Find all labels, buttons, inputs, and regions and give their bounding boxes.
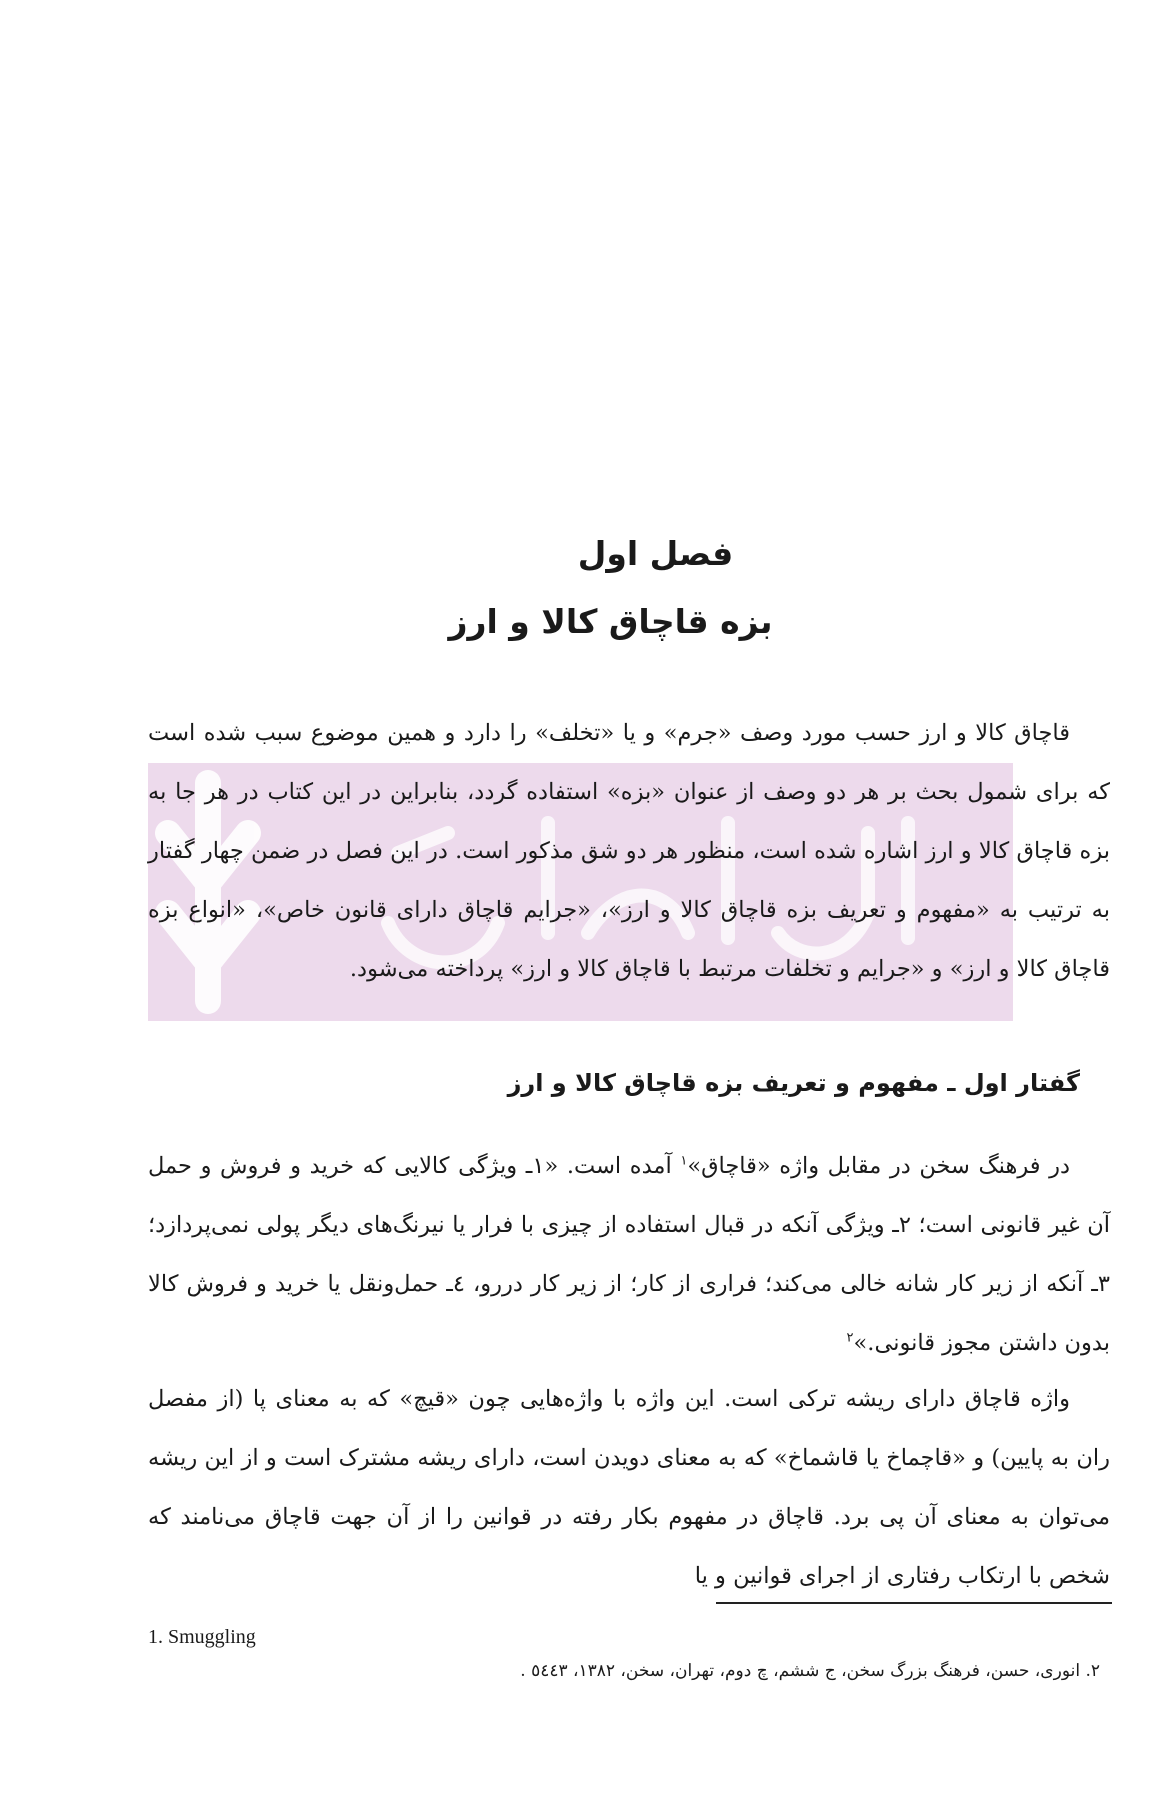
body-paragraph-2: واژه قاچاق دارای ریشه ترکی است. این واژه با واژه‌هایی چون «قیچ» که به معنای پا (از مفصل ران به پایین) و «قاچماخ یا قاشماخ» که به معنای دویدن است، دارای ریشه مشترک است و از این ریشه می‌توان به معنای آن پی برد. قاچاق در مفهوم بکار رفته در قوانین را از آن جهت قاچاق می‌نامند که شخص با ارتکاب رفتاری از اجرای قوانین و یا bbox=[148, 1386, 1110, 1589]
body-paragraph-1-block bbox=[148, 1137, 1110, 1373]
body-paragraph-1 bbox=[148, 1137, 1110, 1373]
body-paragraph-2-block bbox=[148, 1370, 1110, 1606]
footnote-ref-2[interactable]: ۲ bbox=[846, 1330, 854, 1346]
section-heading: گفتار اول ـ مفهوم و تعریف بزه قاچاق کالا و ارز bbox=[507, 1069, 1080, 1097]
chapter-title: فصل اول bbox=[577, 534, 734, 573]
chapter-subtitle: بزه قاچاق کالا و ارز bbox=[448, 602, 773, 641]
paragraph-1-text-a: در فرهنگ سخن در مقابل واژه «قاچاق» bbox=[687, 1153, 1070, 1179]
intro-block bbox=[148, 704, 1110, 999]
paragraph-1-text-b: آمده است. «۱ـ ویژگی کالایی که خرید و فروش و حمل آن غیر قانونی است؛ ۲ـ ویژگی آنکه در قبال استفاده از چیزی با فرار یا نیرنگ‌های دیگر پولی نمی‌پردازد؛ ۳ـ آنکه از زیر کار شانه خالی می‌کند؛ فراری از کار؛ از زیر کار دررو، ٤ـ حمل‌ونقل یا خرید و فروش کالا بدون داشتن مجوز قانونی.» bbox=[148, 1153, 1110, 1356]
intro-paragraph: قاچاق کالا و ارز حسب مورد وصف «جرم» و یا «تخلف» را دارد و همین موضوع سبب شده است که برای شمول بحث بر هر دو وصف از عنوان «بزه» استفاده گردد، بنابراین در این کتاب در هر جا به بزه قاچاق کالا و ارز اشاره شده است، منظور هر دو شق مذکور است. در این فصل در ضمن چهار گفتار به ترتیب به «مفهوم و تعریف بزه قاچاق کالا و ارز»، «جرایم قاچاق دارای قانون خاص»، «انواع بزه قاچاق کالا و ارز» و «جرایم و تخلفات مرتبط با قاچاق کالا و ارز» پرداخته می‌شود. bbox=[148, 720, 1110, 982]
footnote-1: 1. Smuggling bbox=[148, 1626, 256, 1648]
footnote-ref-1[interactable]: ۱ bbox=[680, 1153, 688, 1169]
footnote-2: ۲. انوری، حسن، فرهنگ بزرگ سخن، ج ششم، چ دوم، تهران، سخن، ۱۳۸۲، ٥٤٤۳ . bbox=[520, 1661, 1100, 1681]
chapter-headings bbox=[148, 520, 1013, 656]
footnote-divider bbox=[716, 1602, 1112, 1604]
